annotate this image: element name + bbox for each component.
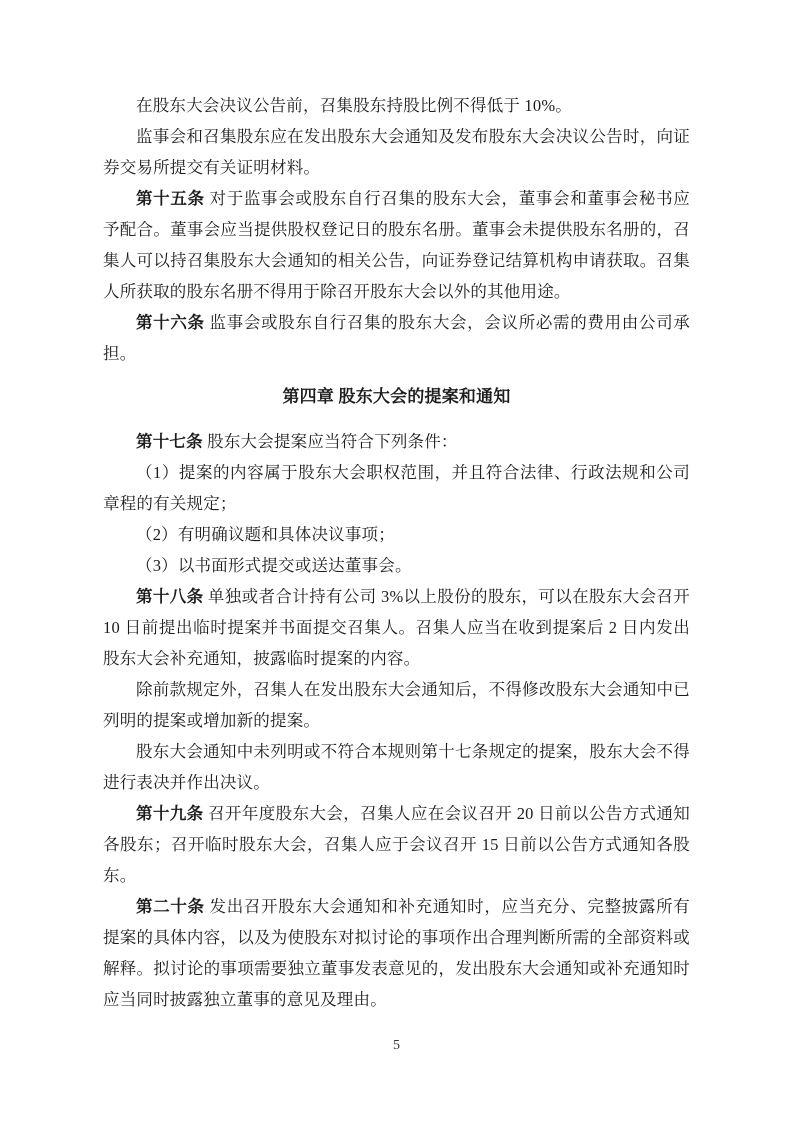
- paragraph-text: （3）以书面形式提交或送达董事会。: [136, 556, 412, 575]
- paragraph-text: 股东大会通知中未列明或不符合本规则第十七条规定的提案，股东大会不得进行表决并作出决议。: [103, 742, 690, 792]
- paragraph: [103, 426, 690, 457]
- paragraph: [103, 798, 690, 891]
- paragraph: [103, 519, 690, 550]
- paragraph-text: 除前款规定外，召集人在发出股东大会通知后，不得修改股东大会通知中已列明的提案或增加新的提案。: [103, 680, 690, 730]
- article-number: 第四章 股东大会的提案和通知: [282, 387, 511, 406]
- article-number: 第二十条: [136, 897, 205, 916]
- paragraph-text: 召开年度股东大会，召集人应在会议召开 20 日前以公告方式通知各股东；召开临时股东大会，召集人应于会议召开 15 日前以公告方式通知各股东。: [103, 804, 690, 885]
- chapter-heading: [103, 381, 690, 412]
- article-number: 第十六条: [136, 313, 205, 332]
- paragraph-text: 监事会和召集股东应在发出股东大会通知及发布股东大会决议公告时，向证券交易所提交有关证明材料。: [103, 127, 690, 177]
- paragraph: [103, 307, 690, 369]
- article-number: 第十九条: [136, 804, 204, 823]
- page-footer: [0, 1036, 793, 1056]
- page-number: 5: [393, 1038, 400, 1053]
- document-body: [103, 90, 690, 1015]
- article-number: 第十五条: [136, 189, 205, 208]
- paragraph-text: （1）提案的内容属于股东大会职权范围，并且符合法律、行政法规和公司章程的有关规定；: [103, 463, 690, 513]
- paragraph-text: 在股东大会决议公告前，召集股东持股比例不得低于 10%。: [136, 96, 572, 115]
- paragraph-text: （2）有明确议题和具体决议事项；: [136, 525, 395, 544]
- paragraph-text: 发出召开股东大会通知和补充通知时，应当充分、完整披露所有提案的具体内容，以及为使股东对拟讨论的事项作出合理判断所需的全部资料或解释。拟讨论的事项需要独立董事发表意见的，发出股东大会通知或补充通知时应当同时披露独立董事的意见及理由。: [103, 897, 690, 1009]
- paragraph: [103, 891, 690, 1015]
- paragraph: [103, 121, 690, 183]
- paragraph-text: 监事会或股东自行召集的股东大会，会议所必需的费用由公司承担。: [103, 313, 690, 363]
- article-number: 第十八条: [136, 587, 204, 606]
- paragraph: [103, 90, 690, 121]
- paragraph: [103, 736, 690, 798]
- paragraph-text: 股东大会提案应当符合下列条件：: [202, 432, 458, 451]
- paragraph: [103, 581, 690, 674]
- article-number: 第十七条: [136, 432, 203, 451]
- paragraph: [103, 674, 690, 736]
- paragraph-text: 对于监事会或股东自行召集的股东大会，董事会和董事会秘书应予配合。董事会应当提供股权登记日的股东名册。董事会未提供股东名册的，召集人可以持召集股东大会通知的相关公告，向证券登记结算机构申请获取。召集人所获取的股东名册不得用于除召开股东大会以外的其他用途。: [103, 189, 690, 301]
- paragraph: [103, 183, 690, 307]
- paragraph-text: 单独或者合计持有公司 3%以上股份的股东，可以在股东大会召开 10 日前提出临时提案并书面提交召集人。召集人应当在收到提案后 2 日内发出股东大会补充通知，披露临时提案的内容。: [103, 587, 690, 668]
- paragraph: [103, 550, 690, 581]
- paragraph: [103, 457, 690, 519]
